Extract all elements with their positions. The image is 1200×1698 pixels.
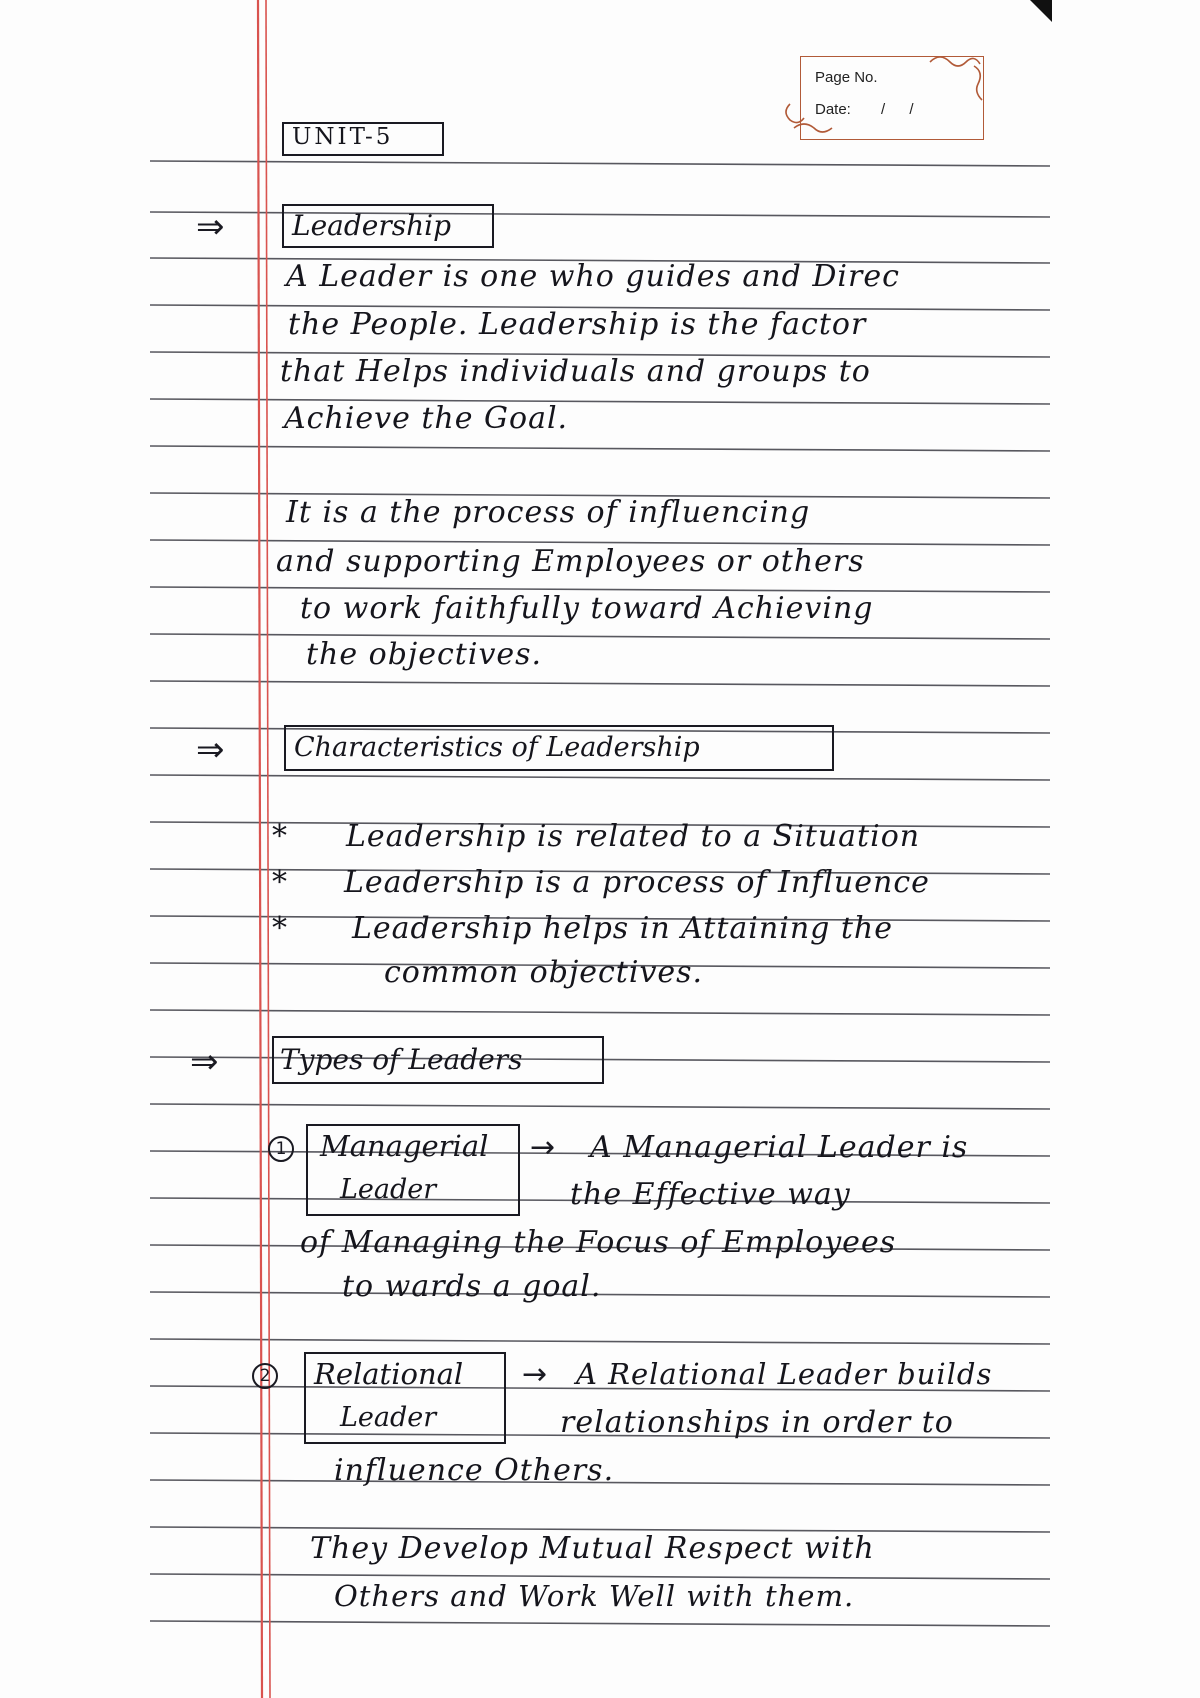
characteristic-item-2: Leadership is a process of Influence [344, 865, 930, 900]
relational-para-line2: Others and Work Well with them. [334, 1579, 855, 1613]
leadership-para2-line3: to work faithfully toward Achieving [300, 591, 874, 626]
section-arrow-icon: ⇒ [196, 207, 225, 247]
date-value: / / [881, 101, 924, 118]
number-2-badge: 2 [252, 1363, 278, 1389]
managerial-desc-line1: A Managerial Leader is [590, 1130, 969, 1165]
leadership-heading: Leadership [292, 209, 452, 242]
leadership-para2-line1: It is a the process of influencing [286, 495, 811, 530]
characteristic-item-1: Leadership is related to a Situation [346, 819, 921, 854]
relational-label-line2: Leader [340, 1402, 437, 1433]
characteristic-item-3: Leadership helps in Attaining the [352, 911, 894, 946]
managerial-label-line2: Leader [340, 1174, 437, 1205]
unit-title: UNIT-5 [292, 124, 394, 150]
bullet-icon: * [272, 911, 287, 946]
relational-para-line1: They Develop Mutual Respect with [310, 1531, 875, 1566]
leadership-para2-line2: and supporting Employees or others [276, 544, 865, 579]
page-no-label: Page No. [815, 69, 878, 86]
date-label: Date: [815, 101, 851, 118]
relational-label-line1: Relational [314, 1357, 464, 1391]
relational-desc-line3: influence Others. [334, 1453, 615, 1488]
arrow-icon: → [530, 1130, 556, 1165]
bullet-icon: * [272, 865, 287, 900]
leadership-para1-line4: Achieve the Goal. [284, 401, 569, 436]
number-1-badge: 1 [268, 1136, 294, 1162]
section-arrow-icon: ⇒ [196, 730, 225, 770]
types-heading: Types of Leaders [280, 1043, 523, 1076]
characteristic-item-3-cont: common objectives. [384, 955, 704, 990]
page-box-ornament [780, 48, 1000, 148]
managerial-label-line1: Managerial [320, 1129, 489, 1163]
leadership-para1-line1: A Leader is one who guides and Direc [286, 259, 900, 294]
managerial-desc-line4: to wards a goal. [342, 1269, 602, 1304]
leadership-para1-line3: that Helps individuals and groups to [280, 354, 871, 389]
leadership-para1-line2: the People. Leadership is the factor [288, 307, 867, 342]
relational-desc-line2: relationships in order to [560, 1405, 954, 1440]
characteristics-heading: Characteristics of Leadership [294, 732, 700, 763]
managerial-desc-line3: of Managing the Focus of Employees [300, 1225, 897, 1260]
bullet-icon: * [272, 819, 287, 854]
section-arrow-icon: ⇒ [190, 1042, 219, 1082]
relational-desc-line1: A Relational Leader builds [576, 1357, 993, 1391]
arrow-icon: → [522, 1357, 548, 1392]
leadership-para2-line4: the objectives. [306, 637, 543, 672]
managerial-desc-line2: the Effective way [570, 1177, 851, 1212]
